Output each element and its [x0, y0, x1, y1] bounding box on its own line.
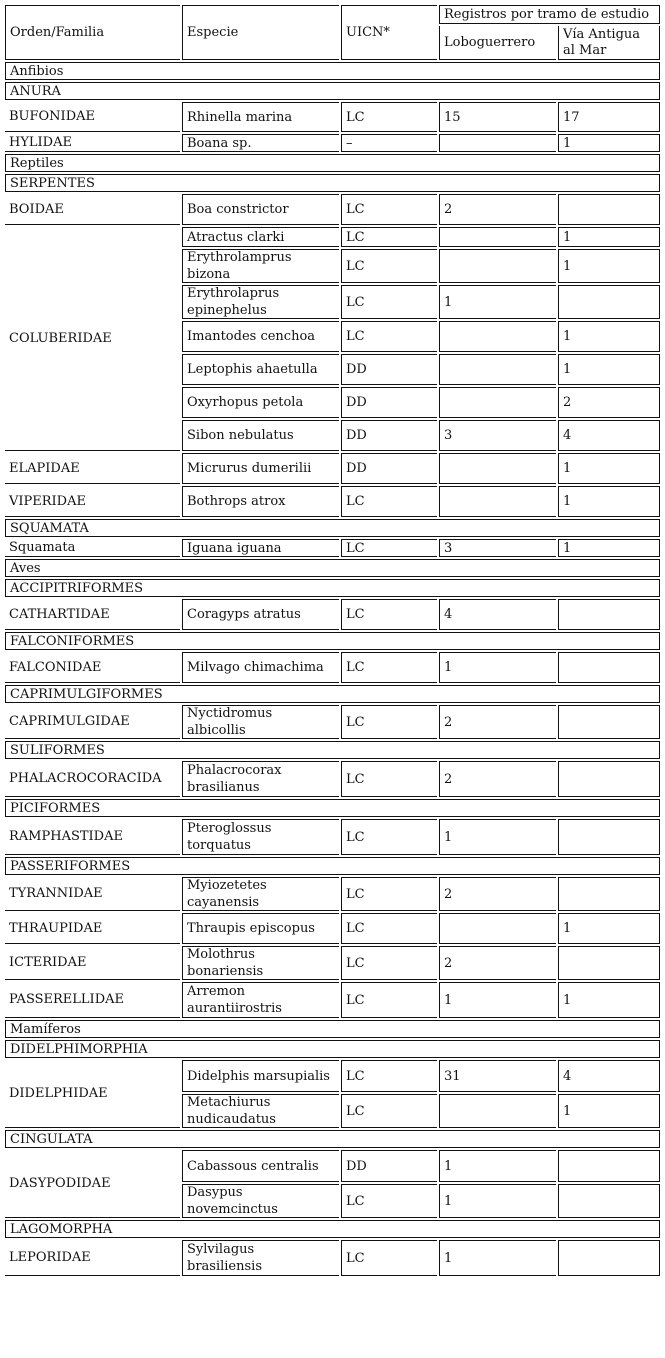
uicn-cell: LC: [341, 539, 437, 557]
uicn-cell: LC: [341, 194, 437, 225]
family-cell: BOIDAE: [5, 194, 180, 225]
family-cell: ELAPIDAE: [5, 453, 180, 484]
uicn-cell: LC: [341, 877, 437, 911]
family-cell: COLUBERIDAE: [5, 227, 180, 451]
via-antigua-count: 1: [558, 1094, 660, 1128]
header-uicn: UICN*: [341, 5, 437, 60]
order-row: FALCONIFORMES: [5, 632, 660, 650]
loboguerrero-count: [439, 1094, 556, 1128]
uicn-cell: LC: [341, 1184, 437, 1218]
order-row: ACCIPITRIFORMES: [5, 579, 660, 597]
uicn-cell: LC: [341, 599, 437, 630]
via-antigua-count: [558, 761, 660, 797]
via-antigua-count: [558, 194, 660, 225]
uicn-cell: LC: [341, 946, 437, 980]
species-cell: Boa constrictor: [182, 194, 339, 225]
species-cell: Dasypus novemcinctus: [182, 1184, 339, 1218]
uicn-cell: LC: [341, 652, 437, 683]
loboguerrero-count: 2: [439, 194, 556, 225]
header-registros: Registros por tramo de estudio: [439, 5, 660, 24]
uicn-cell: LC: [341, 1094, 437, 1128]
uicn-cell: LC: [341, 1060, 437, 1092]
loboguerrero-count: 1: [439, 652, 556, 683]
species-cell: Nyctidromus albicollis: [182, 705, 339, 739]
via-antigua-count: [558, 819, 660, 855]
species-cell: Erythrolaprus epinephelus: [182, 285, 339, 319]
family-cell: Squamata: [5, 539, 180, 557]
uicn-cell: DD: [341, 453, 437, 484]
uicn-cell: LC: [341, 102, 437, 132]
species-cell: Boana sp.: [182, 134, 339, 152]
loboguerrero-count: 3: [439, 420, 556, 451]
species-cell: Leptophis ahaetulla: [182, 354, 339, 385]
family-cell: CATHARTIDAE: [5, 599, 180, 630]
order-row: SULIFORMES: [5, 741, 660, 759]
loboguerrero-count: [439, 321, 556, 352]
uicn-cell: LC: [341, 486, 437, 517]
family-cell: BUFONIDAE: [5, 102, 180, 132]
species-cell: Erythrolamprus bizona: [182, 249, 339, 283]
loboguerrero-count: 15: [439, 102, 556, 132]
species-cell: Milvago chimachima: [182, 652, 339, 683]
family-cell: THRAUPIDAE: [5, 913, 180, 944]
via-antigua-count: 1: [558, 539, 660, 557]
order-row: DIDELPHIMORPHIA: [5, 1040, 660, 1058]
loboguerrero-count: 3: [439, 539, 556, 557]
species-cell: Oxyrhopus petola: [182, 387, 339, 418]
family-cell: DASYPODIDAE: [5, 1150, 180, 1218]
via-antigua-count: [558, 877, 660, 911]
loboguerrero-count: [439, 453, 556, 484]
via-antigua-count: [558, 946, 660, 980]
species-cell: Molothrus bonariensis: [182, 946, 339, 980]
uicn-cell: LC: [341, 249, 437, 283]
loboguerrero-count: 31: [439, 1060, 556, 1092]
loboguerrero-count: [439, 387, 556, 418]
family-cell: FALCONIDAE: [5, 652, 180, 683]
uicn-cell: DD: [341, 354, 437, 385]
uicn-cell: DD: [341, 387, 437, 418]
family-cell: LEPORIDAE: [5, 1240, 180, 1276]
order-row: SERPENTES: [5, 174, 660, 192]
species-cell: Arremon aurantiirostris: [182, 982, 339, 1018]
loboguerrero-count: 2: [439, 705, 556, 739]
family-cell: RAMPHASTIDAE: [5, 819, 180, 855]
loboguerrero-count: 1: [439, 285, 556, 319]
uicn-cell: LC: [341, 321, 437, 352]
uicn-cell: LC: [341, 982, 437, 1018]
species-cell: Bothrops atrox: [182, 486, 339, 517]
order-row: PASSERIFORMES: [5, 857, 660, 875]
family-cell: ICTERIDAE: [5, 946, 180, 980]
loboguerrero-count: [439, 354, 556, 385]
order-row: LAGOMORPHA: [5, 1220, 660, 1238]
uicn-cell: LC: [341, 227, 437, 247]
via-antigua-count: 1: [558, 321, 660, 352]
via-antigua-count: [558, 285, 660, 319]
loboguerrero-count: 2: [439, 946, 556, 980]
loboguerrero-count: 2: [439, 761, 556, 797]
family-cell: PASSERELLIDAE: [5, 982, 180, 1018]
species-cell: Sibon nebulatus: [182, 420, 339, 451]
via-antigua-count: 1: [558, 982, 660, 1018]
loboguerrero-count: 2: [439, 877, 556, 911]
header-loboguerrero: Loboguerrero: [439, 26, 556, 60]
family-cell: DIDELPHIDAE: [5, 1060, 180, 1128]
via-antigua-count: 2: [558, 387, 660, 418]
loboguerrero-count: [439, 913, 556, 944]
via-antigua-count: 1: [558, 913, 660, 944]
loboguerrero-count: 4: [439, 599, 556, 630]
loboguerrero-count: 1: [439, 1150, 556, 1182]
species-cell: Iguana iguana: [182, 539, 339, 557]
species-cell: Myiozetetes cayanensis: [182, 877, 339, 911]
species-cell: Phalacrocorax brasilianus: [182, 761, 339, 797]
uicn-cell: LC: [341, 1240, 437, 1276]
via-antigua-count: [558, 1150, 660, 1182]
order-row: CAPRIMULGIFORMES: [5, 685, 660, 703]
species-cell: Metachiurus nudicaudatus: [182, 1094, 339, 1128]
uicn-cell: LC: [341, 761, 437, 797]
order-row: ANURA: [5, 82, 660, 100]
uicn-cell: LC: [341, 285, 437, 319]
uicn-cell: LC: [341, 913, 437, 944]
header-via-antigua: Vía Antigua al Mar: [558, 26, 660, 60]
species-cell: Coragyps atratus: [182, 599, 339, 630]
family-cell: VIPERIDAE: [5, 486, 180, 517]
via-antigua-count: 17: [558, 102, 660, 132]
via-antigua-count: 1: [558, 354, 660, 385]
loboguerrero-count: [439, 486, 556, 517]
via-antigua-count: [558, 705, 660, 739]
species-cell: Micrurus dumerilii: [182, 453, 339, 484]
loboguerrero-count: 1: [439, 982, 556, 1018]
via-antigua-count: [558, 599, 660, 630]
uicn-cell: –: [341, 134, 437, 152]
loboguerrero-count: [439, 134, 556, 152]
via-antigua-count: 4: [558, 420, 660, 451]
loboguerrero-count: [439, 249, 556, 283]
loboguerrero-count: 1: [439, 1184, 556, 1218]
species-cell: Didelphis marsupialis: [182, 1060, 339, 1092]
family-cell: PHALACROCORACIDA: [5, 761, 180, 797]
species-cell: Pteroglossus torquatus: [182, 819, 339, 855]
species-cell: Thraupis episcopus: [182, 913, 339, 944]
header-especie: Especie: [182, 5, 339, 60]
via-antigua-count: [558, 652, 660, 683]
family-cell: TYRANNIDAE: [5, 877, 180, 911]
class-row: Mamíferos: [5, 1020, 660, 1038]
via-antigua-count: 1: [558, 486, 660, 517]
order-row: CINGULATA: [5, 1130, 660, 1148]
class-row: Aves: [5, 559, 660, 577]
via-antigua-count: 1: [558, 227, 660, 247]
uicn-cell: LC: [341, 819, 437, 855]
family-cell: CAPRIMULGIDAE: [5, 705, 180, 739]
class-row: Anfibios: [5, 62, 660, 80]
via-antigua-count: 1: [558, 249, 660, 283]
loboguerrero-count: 1: [439, 819, 556, 855]
order-row: PICIFORMES: [5, 799, 660, 817]
order-row: SQUAMATA: [5, 519, 660, 537]
loboguerrero-count: [439, 227, 556, 247]
via-antigua-count: [558, 1184, 660, 1218]
class-row: Reptiles: [5, 154, 660, 172]
loboguerrero-count: 1: [439, 1240, 556, 1276]
via-antigua-count: [558, 1240, 660, 1276]
species-cell: Rhinella marina: [182, 102, 339, 132]
via-antigua-count: 1: [558, 134, 660, 152]
header-orden-familia: Orden/Familia: [5, 5, 180, 60]
species-cell: Cabassous centralis: [182, 1150, 339, 1182]
uicn-cell: LC: [341, 705, 437, 739]
species-cell: Atractus clarki: [182, 227, 339, 247]
species-cell: Sylvilagus brasiliensis: [182, 1240, 339, 1276]
uicn-cell: DD: [341, 1150, 437, 1182]
family-cell: HYLIDAE: [5, 134, 180, 152]
via-antigua-count: 4: [558, 1060, 660, 1092]
uicn-cell: DD: [341, 420, 437, 451]
species-cell: Imantodes cenchoa: [182, 321, 339, 352]
via-antigua-count: 1: [558, 453, 660, 484]
